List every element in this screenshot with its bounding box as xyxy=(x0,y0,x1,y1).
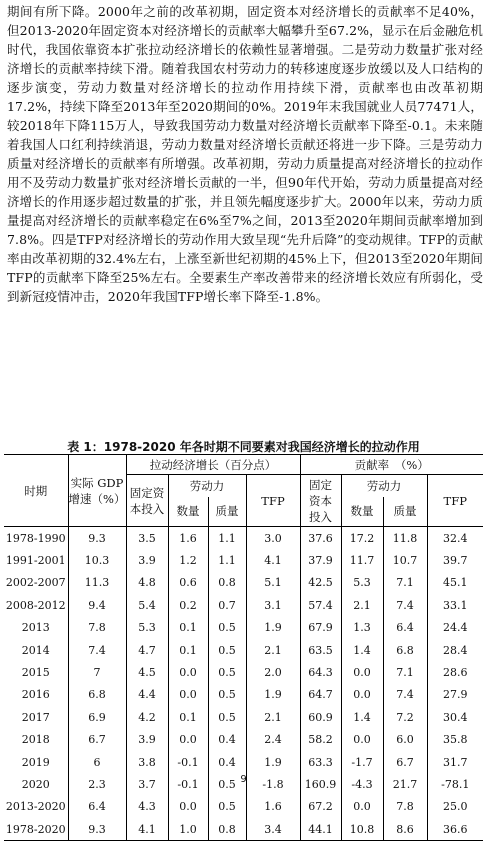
table-cell: 63.3 xyxy=(300,751,341,773)
table-cell: 10.3 xyxy=(68,549,126,571)
header-contrib-group: 贡献率 （%） xyxy=(300,455,483,475)
table-row xyxy=(4,617,483,639)
table-cell: 6.7 xyxy=(383,751,427,773)
table-cell: 33.1 xyxy=(427,594,483,616)
table-cell: 0.5 xyxy=(208,706,246,728)
table-cell: -1.8 xyxy=(246,773,300,795)
table-cell: 2.1 xyxy=(341,594,383,616)
table-cell: 1.1 xyxy=(208,549,246,571)
table-row xyxy=(4,594,483,616)
table-cell: 27.9 xyxy=(427,684,483,706)
table-cell: 7 xyxy=(68,661,126,683)
table-cell: 1.6 xyxy=(246,796,300,818)
table-cell: 0.6 xyxy=(168,572,208,594)
row-period-cell: 1991-2001 xyxy=(5,554,66,568)
page-number: 9 xyxy=(240,774,247,785)
table-cell: 64.7 xyxy=(300,684,341,706)
table-cell: 5.4 xyxy=(126,594,168,616)
table-row xyxy=(4,639,483,661)
table-cell: 37.6 xyxy=(300,527,341,550)
table-cell: 6.9 xyxy=(68,706,126,728)
table-cell: 3.0 xyxy=(246,527,300,550)
table-cell: 3.1 xyxy=(246,594,300,616)
table-cell: 5.1 xyxy=(246,572,300,594)
header-c-fixed-capital xyxy=(300,475,341,527)
table-cell: 3.8 xyxy=(126,751,168,773)
table-cell: 24.4 xyxy=(427,617,483,639)
table-cell: 11.8 xyxy=(383,527,427,550)
header-quantity: 数量 xyxy=(168,497,208,527)
table-cell: 1.6 xyxy=(168,527,208,550)
table-cell: 0.5 xyxy=(208,684,246,706)
table-cell: 0.2 xyxy=(168,594,208,616)
table-cell: 64.3 xyxy=(300,661,341,683)
table-cell: 1.4 xyxy=(341,706,383,728)
header-c-labor: 劳动力 xyxy=(341,475,427,497)
table-cell: 1.3 xyxy=(341,617,383,639)
table-cell: 60.9 xyxy=(300,706,341,728)
table-cell: 10.7 xyxy=(383,549,427,571)
table-cell: 0.1 xyxy=(168,617,208,639)
header-c-fixed-line3: 投入 xyxy=(309,509,332,524)
table-cell: 1.9 xyxy=(246,617,300,639)
row-period-cell: 2019 xyxy=(21,755,50,769)
table-cell: 6 xyxy=(68,751,126,773)
table-cell: 2.1 xyxy=(246,639,300,661)
header-c-tfp: TFP xyxy=(427,475,483,527)
table-cell: 0.0 xyxy=(341,729,383,751)
table-cell: -0.1 xyxy=(168,751,208,773)
table-cell: 0.5 xyxy=(208,639,246,661)
table-row xyxy=(4,572,483,594)
header-quality: 质量 xyxy=(208,497,246,527)
row-period-cell: 2016 xyxy=(21,688,50,702)
table-cell: 6.8 xyxy=(383,639,427,661)
table-cell: 4.8 xyxy=(126,572,168,594)
table-cell: 0.0 xyxy=(168,729,208,751)
table-cell: 3.5 xyxy=(126,527,168,550)
table-cell: 32.4 xyxy=(427,527,483,550)
table-cell: 42.5 xyxy=(300,572,341,594)
table-cell: 4.4 xyxy=(126,684,168,706)
table-cell: 0.5 xyxy=(208,773,246,795)
table-cell: 6.4 xyxy=(383,617,427,639)
table-body xyxy=(4,527,483,841)
table-cell: 0.0 xyxy=(341,796,383,818)
table-cell: 1.1 xyxy=(208,527,246,550)
table-cell: -0.1 xyxy=(168,773,208,795)
header-period: 时期 xyxy=(4,455,68,527)
table-cell: 63.5 xyxy=(300,639,341,661)
table-row xyxy=(4,661,483,683)
table-cell: 0.0 xyxy=(168,796,208,818)
header-pull-group: 拉动经济增长（百分点） xyxy=(126,455,300,475)
table-cell: 11.7 xyxy=(341,549,383,571)
row-period-cell: 2008-2012 xyxy=(5,598,66,612)
table-cell: 6.0 xyxy=(383,729,427,751)
table-cell: 6.7 xyxy=(68,729,126,751)
table-cell: 17.2 xyxy=(341,527,383,550)
table-cell: 9.4 xyxy=(68,594,126,616)
table-cell: 1.2 xyxy=(168,549,208,571)
table-cell: 3.4 xyxy=(246,818,300,841)
table-cell: 0.1 xyxy=(168,639,208,661)
table-cell: 0.8 xyxy=(208,572,246,594)
table-cell: 0.0 xyxy=(168,684,208,706)
table-cell: 67.2 xyxy=(300,796,341,818)
table-cell: 4.1 xyxy=(126,818,168,841)
header-gdp-line1: 实际 GDP xyxy=(70,475,124,490)
table-caption: 表 1：1978-2020 年各时期不同要素对我国经济增长的拉动作用 xyxy=(67,440,420,454)
row-period-cell: 2014 xyxy=(21,643,50,657)
row-period-cell: 1978-2020 xyxy=(4,818,68,841)
table-cell: 7.4 xyxy=(68,639,126,661)
table-cell: 30.4 xyxy=(427,706,483,728)
table-cell: 7.8 xyxy=(68,617,126,639)
row-period-cell: 2013-2020 xyxy=(5,800,66,814)
table-cell: 5.3 xyxy=(341,572,383,594)
header-fixed-capital-line1: 固定资 xyxy=(129,485,165,500)
header-gdp xyxy=(68,455,126,527)
table-cell: 4.3 xyxy=(126,796,168,818)
table-cell: 58.2 xyxy=(300,729,341,751)
table-row xyxy=(4,796,483,818)
table-cell: 7.1 xyxy=(383,572,427,594)
table-cell: 7.4 xyxy=(383,684,427,706)
header-c-quantity: 数量 xyxy=(341,497,383,527)
table-cell: 11.3 xyxy=(68,572,126,594)
table-cell: 6.8 xyxy=(68,684,126,706)
table-row xyxy=(4,549,483,571)
table-cell: 1.9 xyxy=(246,751,300,773)
table-cell: 67.9 xyxy=(300,617,341,639)
header-labor: 劳动力 xyxy=(168,475,246,497)
table-cell: 36.6 xyxy=(427,818,483,841)
header-fixed-capital xyxy=(126,475,168,527)
table-cell: 1.0 xyxy=(168,818,208,841)
table-cell: 57.4 xyxy=(300,594,341,616)
table-cell: 0.0 xyxy=(341,684,383,706)
table-cell: 31.7 xyxy=(427,751,483,773)
table-cell: 4.5 xyxy=(126,661,168,683)
table-cell: 1.9 xyxy=(246,684,300,706)
table-cell: 45.1 xyxy=(427,572,483,594)
table-cell: 28.4 xyxy=(427,639,483,661)
header-tfp: TFP xyxy=(246,475,300,527)
table-cell: 2.4 xyxy=(246,729,300,751)
table-cell: 4.7 xyxy=(126,639,168,661)
header-c-fixed-line1: 固定 xyxy=(309,477,332,492)
table-cell: 21.7 xyxy=(383,773,427,795)
table-row xyxy=(4,527,483,550)
table-row xyxy=(4,818,483,841)
table-cell: 3.9 xyxy=(126,729,168,751)
table-cell: 39.7 xyxy=(427,549,483,571)
row-period-cell: 1978-1990 xyxy=(5,531,66,545)
table-cell: 35.8 xyxy=(427,729,483,751)
row-period-cell: 2017 xyxy=(21,710,50,724)
table-cell: 4.1 xyxy=(246,549,300,571)
table-cell: 44.1 xyxy=(300,818,341,841)
table-cell: 4.2 xyxy=(126,706,168,728)
table-cell: 0.4 xyxy=(208,729,246,751)
table-cell: 2.3 xyxy=(68,773,126,795)
header-c-quality: 质量 xyxy=(383,497,427,527)
table-cell: 7.4 xyxy=(383,594,427,616)
table-cell: 2.0 xyxy=(246,661,300,683)
row-period-cell: 2020 xyxy=(21,777,50,791)
table-cell: -1.7 xyxy=(341,751,383,773)
table-cell: 0.0 xyxy=(168,661,208,683)
table-cell: 8.6 xyxy=(383,818,427,841)
table-row xyxy=(4,729,483,751)
table-cell: 5.3 xyxy=(126,617,168,639)
table-cell: 0.8 xyxy=(208,818,246,841)
table-cell: 7.8 xyxy=(383,796,427,818)
table-cell: 3.9 xyxy=(126,549,168,571)
table-cell: 0.5 xyxy=(208,661,246,683)
row-period-cell: 2015 xyxy=(21,666,50,680)
table-cell: 0.5 xyxy=(208,796,246,818)
table-row xyxy=(4,706,483,728)
table-cell: 9.3 xyxy=(68,527,126,550)
table-cell: 10.8 xyxy=(341,818,383,841)
table-cell: -78.1 xyxy=(427,773,483,795)
table-cell: 2.1 xyxy=(246,706,300,728)
table-cell: 0.7 xyxy=(208,594,246,616)
table-cell: 7.2 xyxy=(383,706,427,728)
row-period-cell: 2018 xyxy=(21,733,50,747)
table-cell: 1.4 xyxy=(341,639,383,661)
header-gdp-line2: 增速（%） xyxy=(68,491,126,506)
table-row xyxy=(4,684,483,706)
body-paragraph: 期间有所下降。2000年之前的改革初期，固定资本对经济增长的贡献率不足40%，但2013-2020年固定资本对经济增长的贡献率大幅攀升至67.2%，显示在后金融危机时代，我国依靠资本扩张拉动经济增长的依赖性显著增强。二是劳动力数量扩张对经济增长的贡献率持续下滑。随着我国农村劳动力的转移速度逐步放缓以及人口结构的逐步演变，劳动力数量对经济增长的拉动作用持续下滑，贡献率也由改革初期17.2%，持续下降至2013年至2020期间的0%。2019年末我国就业人员77471人，较2018年下降115万人，导致我国劳动力数量对经济增长贡献率下降至-0.1。未来随着我国人口红利持续消退，劳动力数量对经济增长贡献还将进一步下降。三是劳动力质量对经济增长的贡献率有所增强。改革初期，劳动力质量提高对经济增长的拉动作用不及劳动力数量扩张对经济增长贡献的一半，但90年代开始，劳动力质量提高对经济增长的作用逐步超过数量的扩张，并且领先幅度逐步扩大。2000年以来，劳动力质量提高对经济增长的贡献率稳定在6%至7%之间，2013至2020年期间贡献率增加到7.8%。四是TFP对经济增长的劳动作用大致呈现“先升后降”的变动规律。TFP的贡献率由改革初期的32.4%左右，上涨至新世纪初期的45%上下，但2013至2020年期间TFP的贡献率下降至25%左右。全要素生产率改善带来的经济增长效应有所弱化，受到新冠疫情冲击，2020年我国TFP增长率下降至-1.8%。 xyxy=(7,4,483,304)
row-period-cell: 2013 xyxy=(21,621,50,635)
table-cell: 37.9 xyxy=(300,549,341,571)
table-cell: -4.3 xyxy=(341,773,383,795)
table-cell: 28.6 xyxy=(427,661,483,683)
table-cell: 0.4 xyxy=(208,751,246,773)
table-cell: 0.1 xyxy=(168,706,208,728)
row-period-cell: 2002-2007 xyxy=(5,576,66,590)
table-row xyxy=(4,751,483,773)
table-cell: 25.0 xyxy=(427,796,483,818)
table-cell: 7.1 xyxy=(383,661,427,683)
table-cell: 0.0 xyxy=(341,661,383,683)
table-cell: 160.9 xyxy=(300,773,341,795)
table-cell: 9.3 xyxy=(68,818,126,841)
table-cell: 6.4 xyxy=(68,796,126,818)
header-fixed-capital-line2: 本投入 xyxy=(129,501,165,516)
table-cell: 3.7 xyxy=(126,773,168,795)
header-c-fixed-line2: 资本 xyxy=(309,493,332,508)
table-cell: 0.5 xyxy=(208,617,246,639)
